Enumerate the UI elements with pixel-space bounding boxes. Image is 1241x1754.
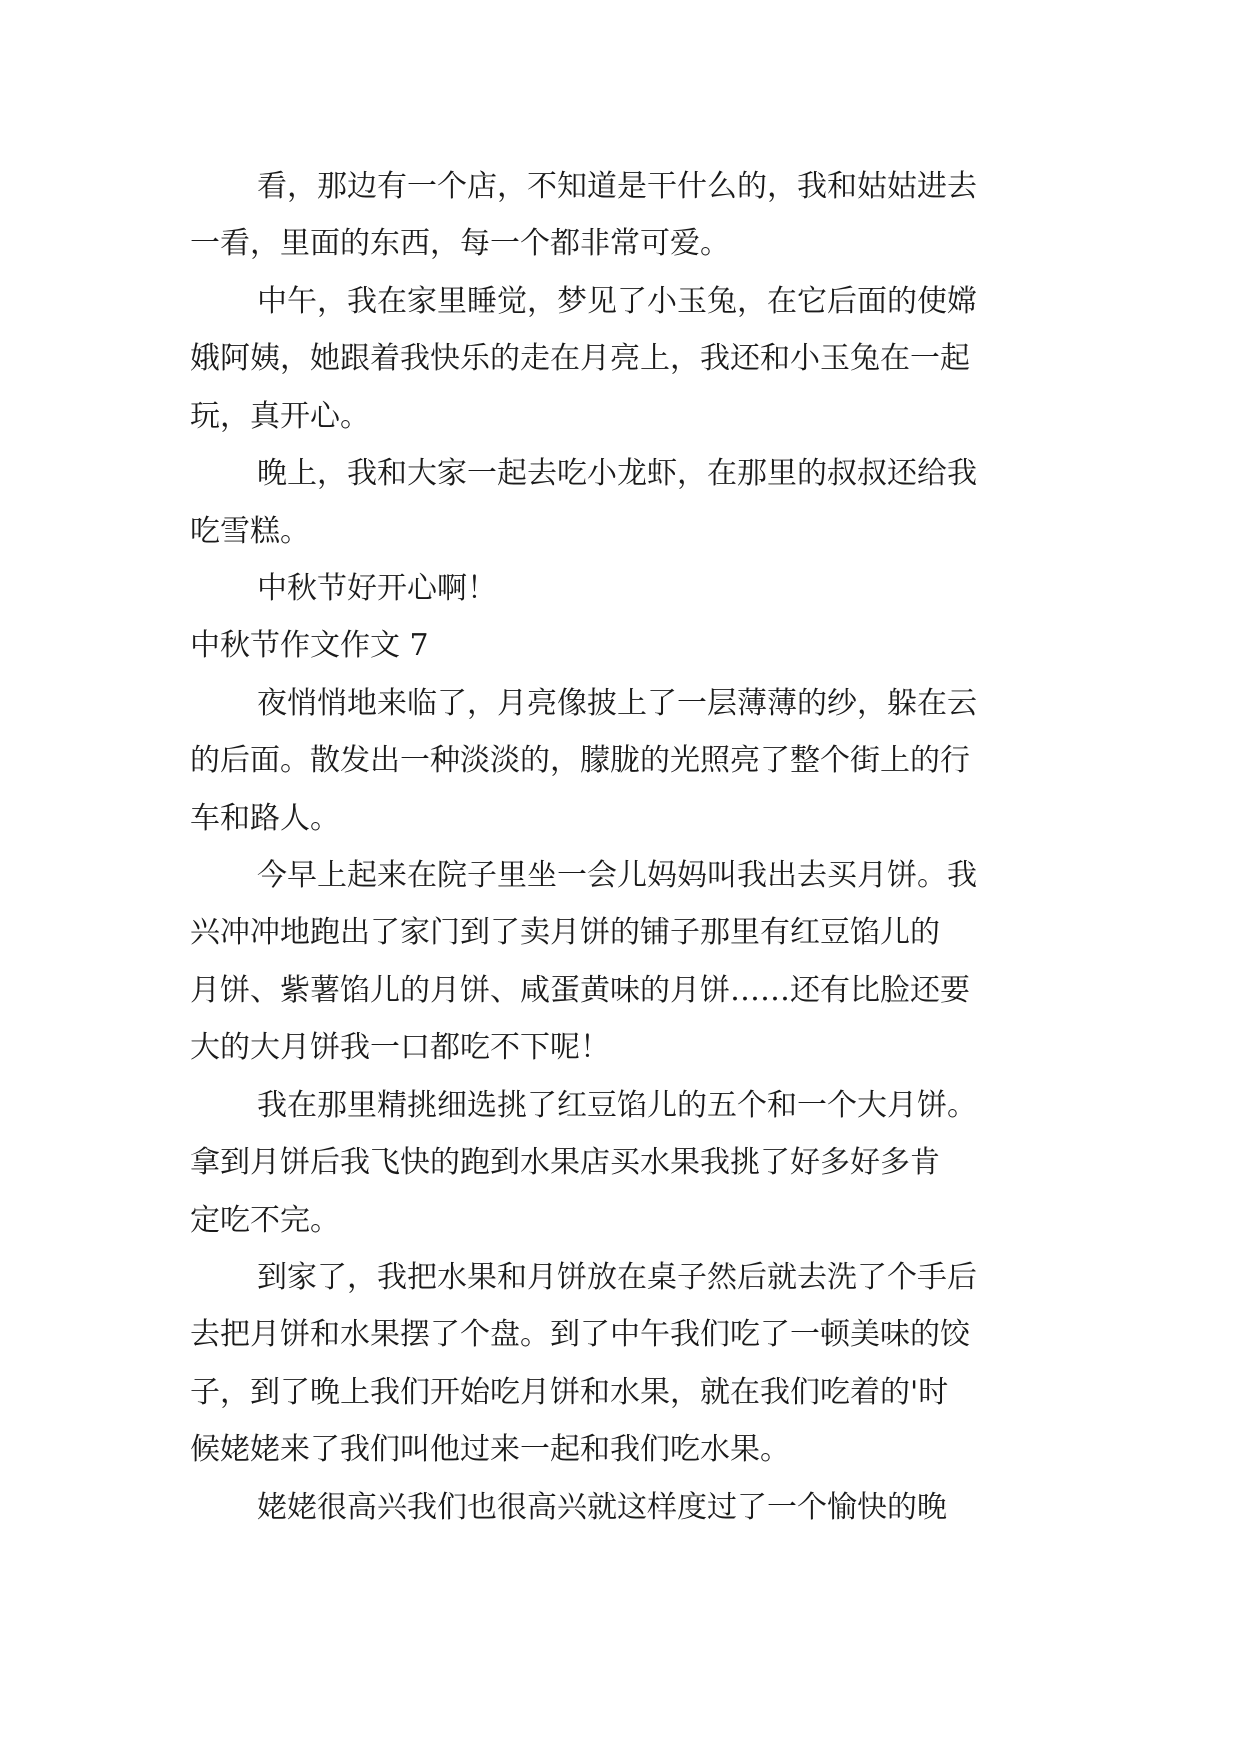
- text-line: 候姥姥来了我们叫他过来一起和我们吃水果。: [190, 1432, 790, 1467]
- text-line: 一看，里面的东西，每一个都非常可爱。: [190, 226, 730, 261]
- text-line: 看，那边有一个店，不知道是干什么的，我和姑姑进去: [257, 169, 977, 204]
- text-line: 定吃不完。: [190, 1203, 340, 1238]
- text-line: 的后面。散发出一种淡淡的，朦胧的光照亮了整个街上的行: [190, 743, 970, 778]
- text-line: 我在那里精挑细选挑了红豆馅儿的五个和一个大月饼。: [257, 1088, 977, 1123]
- text-line: 中秋节好开心啊！: [257, 571, 497, 606]
- text-line: 夜悄悄地来临了，月亮像披上了一层薄薄的纱，躲在云: [257, 686, 977, 721]
- text-line: 去把月饼和水果摆了个盘。到了中午我们吃了一顿美味的饺: [190, 1317, 970, 1352]
- section-heading: 中秋节作文作文 7: [190, 628, 429, 663]
- text-line: 车和路人。: [190, 801, 340, 836]
- text-line: 吃雪糕。: [190, 514, 310, 549]
- text-line: 拿到月饼后我飞快的跑到水果店买水果我挑了好多好多肯: [190, 1145, 940, 1180]
- text-line: 姥姥很高兴我们也很高兴就这样度过了一个愉快的晚: [257, 1490, 947, 1525]
- text-line: 兴冲冲地跑出了家门到了卖月饼的铺子那里有红豆馅儿的: [190, 915, 940, 950]
- text-line: 中午，我在家里睡觉，梦见了小玉兔，在它后面的使嫦: [257, 284, 977, 319]
- text-line: 娥阿姨，她跟着我快乐的走在月亮上，我还和小玉兔在一起: [190, 341, 970, 376]
- text-line: 月饼、紫薯馅儿的月饼、咸蛋黄味的月饼……还有比脸还要: [190, 973, 970, 1008]
- text-line: 到家了，我把水果和月饼放在桌子然后就去洗了个手后: [257, 1260, 977, 1295]
- text-line: 大的大月饼我一口都吃不下呢！: [190, 1030, 610, 1065]
- text-line: 玩，真开心。: [190, 399, 370, 434]
- text-line: 今早上起来在院子里坐一会儿妈妈叫我出去买月饼。我: [257, 858, 977, 893]
- text-line: 晚上，我和大家一起去吃小龙虾，在那里的叔叔还给我: [257, 456, 977, 491]
- text-line: 子，到了晚上我们开始吃月饼和水果，就在我们吃着的'时: [190, 1375, 949, 1410]
